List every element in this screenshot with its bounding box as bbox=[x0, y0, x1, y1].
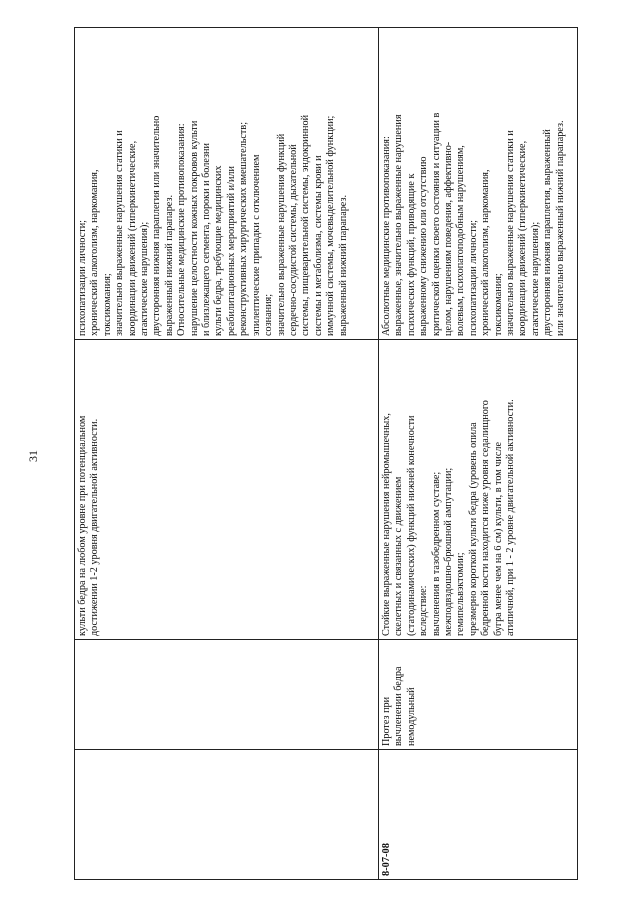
prosthesis-table bbox=[74, 27, 578, 880]
text-line: координации движений (гиперкинетические, bbox=[126, 140, 138, 336]
item-name: Протез при вычленении бедра немодульный bbox=[381, 666, 417, 746]
text-line: нарушение целостности кожных покровов культи bbox=[188, 120, 200, 336]
code-cell bbox=[379, 750, 578, 880]
text-line: реконструктивных хирургических вмешательств; bbox=[238, 121, 250, 336]
text-line: атактические нарушения); bbox=[139, 221, 151, 336]
text-line: культи бедра на любом уровне при потенциальном bbox=[77, 415, 88, 636]
text-line: выраженный нижний парапарез. bbox=[163, 194, 175, 336]
text-line: двусторонняя нижняя параплегия или значительно bbox=[151, 115, 163, 336]
text-line: сердечно-сосудистой системы, дыхательной bbox=[287, 144, 299, 336]
text-line: достижении 1-2 уровня двигательной активности. bbox=[89, 418, 101, 636]
text-line: бугра менее чем на 6 см) культи, в том числе bbox=[492, 441, 504, 636]
text-line: системы, пищеварительной системы, эндокринной bbox=[300, 114, 312, 336]
text-line: вследствие: bbox=[418, 585, 430, 636]
page-number: 31 bbox=[26, 450, 40, 462]
text-line: критической оценки своего состояния и ситуации в bbox=[430, 112, 442, 336]
text-line: значительно выраженные нарушения статики и bbox=[114, 130, 126, 336]
indications-cell bbox=[75, 340, 379, 640]
item-code: 8-07-08 bbox=[381, 843, 392, 876]
text-line: токсикомания; bbox=[101, 273, 113, 336]
text-line: психических функций, приводящие к bbox=[405, 173, 417, 336]
text-line: и близлежащего сегмента, пороки и болезни bbox=[201, 143, 213, 336]
text-line: выраженные, значительно выраженные нарушения bbox=[393, 114, 405, 336]
indications-cell bbox=[379, 340, 578, 640]
text-line: координации движений (гиперкинетические, bbox=[517, 140, 529, 336]
text-line: токсикомания; bbox=[492, 273, 504, 336]
name-cell bbox=[75, 640, 379, 750]
text-line: двусторонняя нижняя параплегия, выраженный bbox=[542, 129, 554, 336]
contraindications-cell bbox=[75, 28, 379, 340]
text-line: (статодинамических) функций нижней конечности bbox=[405, 415, 417, 636]
text-line: чрезмерно короткой культи бедра (уровень опила bbox=[467, 422, 479, 636]
text-line: Абсолютные медицинские противопоказания: bbox=[381, 136, 392, 336]
text-line: вычленения в тазобедренном суставе; bbox=[430, 471, 442, 636]
text-line: реабилитационных мероприятий и/или bbox=[225, 166, 237, 336]
text-line: психопатизации личности; bbox=[77, 219, 88, 336]
text-line: бедренной кости находится ниже уровня седалищного bbox=[480, 400, 492, 636]
text-line: целом, нарушениям поведения, аффективно- bbox=[443, 141, 455, 336]
text-line: межподвздошно-брюшной ампутации; bbox=[443, 467, 455, 636]
text-line: Относительные медицинские противопоказания: bbox=[176, 123, 188, 336]
text-line: атактические нарушения); bbox=[529, 221, 541, 336]
text-line: значительно выраженные нарушения функций bbox=[275, 133, 287, 336]
name-cell bbox=[379, 640, 578, 750]
text-line: эпилептические припадки с отключением bbox=[250, 154, 262, 336]
text-line: иммунной системы, мочевыделительной функции; bbox=[325, 115, 337, 336]
contraindications-cell bbox=[379, 28, 578, 340]
text-line: Стойкие выраженные нарушения нейромышечных, bbox=[381, 413, 392, 636]
text-line: гемипельвэктомии; bbox=[455, 552, 467, 636]
text-line: выраженному снижению или отсутствию bbox=[418, 156, 430, 336]
text-line: выраженный нижний парапарез. bbox=[337, 194, 349, 336]
text-line: психопатизации личности; bbox=[467, 219, 479, 336]
text-line: или значительно выраженный нижний парапарез. bbox=[554, 120, 566, 336]
text-line: культи бедра, требующие медицинских bbox=[213, 165, 225, 336]
text-line: хронический алкоголизм, наркомания, bbox=[480, 169, 492, 336]
text-line: сознания; bbox=[263, 293, 275, 336]
text-line: значительно выраженные нарушения статики и bbox=[505, 130, 517, 336]
rotated-table-sheet bbox=[74, 28, 577, 880]
text-line: атипичной, при 1 - 2 уровне двигательной активности. bbox=[505, 399, 517, 636]
text-line: скелетных и связанных с движением bbox=[393, 476, 405, 636]
table-row bbox=[379, 28, 578, 880]
text-line: волевым, психопатоподобным нарушениям, bbox=[455, 145, 467, 336]
code-cell bbox=[75, 750, 379, 880]
table-row bbox=[75, 28, 379, 880]
text-line: хронический алкоголизм, наркомания, bbox=[89, 169, 101, 336]
text-line: системы и метаболизма, системы крови и bbox=[312, 155, 324, 336]
